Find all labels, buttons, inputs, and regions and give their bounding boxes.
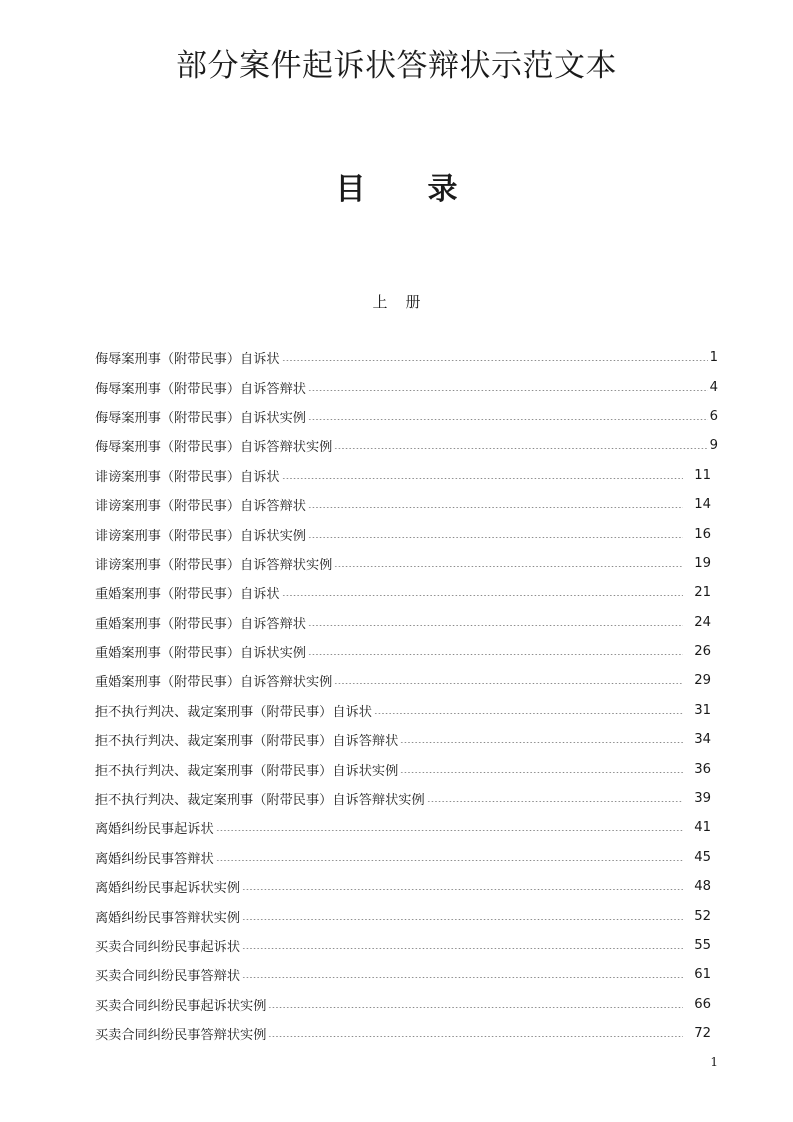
toc-entry-page: 29 (694, 673, 711, 689)
dot-leader (282, 360, 708, 361)
toc-entry-title: 拒不执行判决、裁定案刑事（附带民事）自诉状实例 (95, 763, 399, 779)
toc-entry-title: 重婚案刑事（附带民事）自诉答辩状 (95, 616, 306, 632)
toc-heading (0, 164, 793, 208)
toc-entry[interactable] (95, 725, 718, 754)
toc-entry-page: 55 (694, 938, 711, 953)
toc-entry-page: 1 (709, 350, 718, 366)
toc-entry-page: 48 (694, 879, 711, 895)
dot-leader (400, 772, 683, 773)
toc-entry[interactable] (95, 666, 718, 695)
toc-entry-page: 66 (694, 996, 711, 1012)
toc-entry[interactable] (95, 608, 718, 637)
toc-entry-page: 11 (694, 467, 711, 483)
document-title: 部分案件起诉状答辩状示范文本 (176, 48, 617, 84)
toc-entry-page: 19 (694, 555, 711, 571)
toc-entry-title: 重婚案刑事（附带民事）自诉状实例 (95, 646, 306, 662)
dot-leader (374, 713, 683, 714)
toc-entry[interactable] (95, 960, 718, 989)
dot-leader (308, 654, 683, 655)
toc-entry-page: 52 (694, 908, 711, 924)
toc-heading-char-2: 录 (427, 172, 458, 207)
page-number: 1 (710, 1055, 718, 1069)
volume-label-char-2: 册 (405, 293, 421, 311)
toc-entry-title: 重婚案刑事（附带民事）自诉答辩状实例 (95, 675, 333, 691)
volume-label-char-1: 上 (372, 293, 388, 311)
dot-leader (216, 860, 683, 861)
dot-leader (268, 1036, 683, 1037)
toc-entry-title: 买卖合同纠纷民事起诉状 (95, 940, 241, 955)
toc-entry[interactable] (95, 578, 718, 607)
toc-entry[interactable] (95, 461, 718, 490)
dot-leader (334, 683, 683, 684)
toc-entry-title: 拒不执行判决、裁定案刑事（附带民事）自诉状 (95, 704, 372, 720)
dot-leader (334, 448, 707, 449)
toc-entry[interactable] (95, 931, 718, 960)
toc-entry[interactable] (95, 519, 718, 548)
dot-leader (282, 595, 683, 596)
dot-leader (334, 566, 683, 567)
toc-entry-page: 24 (694, 614, 711, 630)
toc-entry-title: 买卖合同纠纷民事起诉状实例 (95, 998, 267, 1014)
toc-entry-page: 4 (709, 379, 718, 395)
toc-entry[interactable] (95, 637, 718, 666)
toc-entry[interactable] (95, 813, 718, 842)
toc-entry-page: 14 (694, 497, 711, 513)
toc-entry-title: 离婚纠纷民事起诉状 (95, 822, 214, 838)
toc-entry-title: 拒不执行判决、裁定案刑事（附带民事）自诉答辩状 (95, 734, 399, 750)
toc-entry-title: 诽谤案刑事（附带民事）自诉答辩状 (95, 499, 306, 515)
toc-entry-title: 诽谤案刑事（附带民事）自诉答辩状实例 (95, 557, 333, 573)
toc-entry-title: 买卖合同纠纷民事答辩状实例 (95, 1028, 267, 1044)
toc-heading-char-1: 目 (335, 172, 366, 207)
dot-leader (242, 977, 683, 978)
toc-entry-page: 6 (709, 408, 718, 424)
dot-leader (282, 478, 683, 479)
toc-entry-page: 61 (694, 967, 711, 983)
toc-entry-title: 买卖合同纠纷民事答辩状 (95, 969, 241, 985)
dot-leader (308, 390, 708, 391)
toc-entry[interactable] (95, 431, 718, 460)
toc-entry[interactable] (95, 372, 718, 401)
toc-entry-title: 重婚案刑事（附带民事）自诉状 (95, 587, 280, 603)
dot-leader (308, 419, 708, 420)
toc-entry-title: 侮辱案刑事（附带民事）自诉答辩状实例 (95, 440, 333, 456)
volume-label (0, 291, 793, 312)
toc-entry-page: 31 (694, 702, 711, 718)
toc-entry-title: 侮辱案刑事（附带民事）自诉答辩状 (95, 381, 306, 397)
toc-entry[interactable] (95, 843, 718, 872)
dot-leader (242, 919, 683, 920)
toc-entry-page: 9 (709, 438, 718, 454)
toc-entry[interactable] (95, 1019, 718, 1048)
toc-entry-title: 拒不执行判决、裁定案刑事（附带民事）自诉答辩状实例 (95, 793, 425, 809)
toc-entry-title: 离婚纠纷民事答辩状实例 (95, 910, 241, 926)
toc-entry[interactable] (95, 696, 718, 725)
toc-entry-title: 离婚纠纷民事答辩状 (95, 851, 214, 867)
toc-entry[interactable] (95, 549, 718, 578)
toc-entry[interactable] (95, 990, 718, 1019)
dot-leader (427, 801, 683, 802)
toc-entry-page: 34 (694, 732, 711, 748)
toc-entry-title: 侮辱案刑事（附带民事）自诉状 (95, 352, 280, 368)
toc-entry-page: 26 (694, 644, 711, 660)
toc-entry[interactable] (95, 490, 718, 519)
toc-entry-page: 41 (694, 820, 711, 836)
toc-entry-page: 36 (694, 761, 711, 777)
toc-entry[interactable] (95, 901, 718, 930)
dot-leader (242, 889, 683, 890)
dot-leader (400, 742, 683, 743)
toc-entry-title: 侮辱案刑事（附带民事）自诉状实例 (95, 410, 306, 426)
dot-leader (308, 625, 683, 626)
toc-entry-title: 诽谤案刑事（附带民事）自诉状 (95, 469, 280, 485)
toc-entry[interactable] (95, 872, 718, 901)
dot-leader (308, 537, 683, 538)
toc-entry-page: 45 (694, 849, 711, 865)
toc-entry-page: 72 (694, 1026, 711, 1042)
toc-entry-title: 离婚纠纷民事起诉状实例 (95, 881, 241, 897)
dot-leader (268, 1007, 683, 1008)
dot-leader (216, 830, 683, 831)
toc-entry[interactable] (95, 784, 718, 813)
toc-entry[interactable] (95, 402, 718, 431)
toc-entry-page: 21 (694, 585, 711, 601)
table-of-contents (95, 343, 718, 1048)
toc-entry[interactable] (95, 754, 718, 783)
toc-entry-page: 16 (694, 526, 711, 542)
toc-entry[interactable] (95, 343, 718, 372)
toc-entry-title: 诽谤案刑事（附带民事）自诉状实例 (95, 528, 306, 544)
toc-entry-page: 39 (694, 791, 711, 807)
dot-leader (242, 948, 683, 949)
dot-leader (308, 507, 683, 508)
